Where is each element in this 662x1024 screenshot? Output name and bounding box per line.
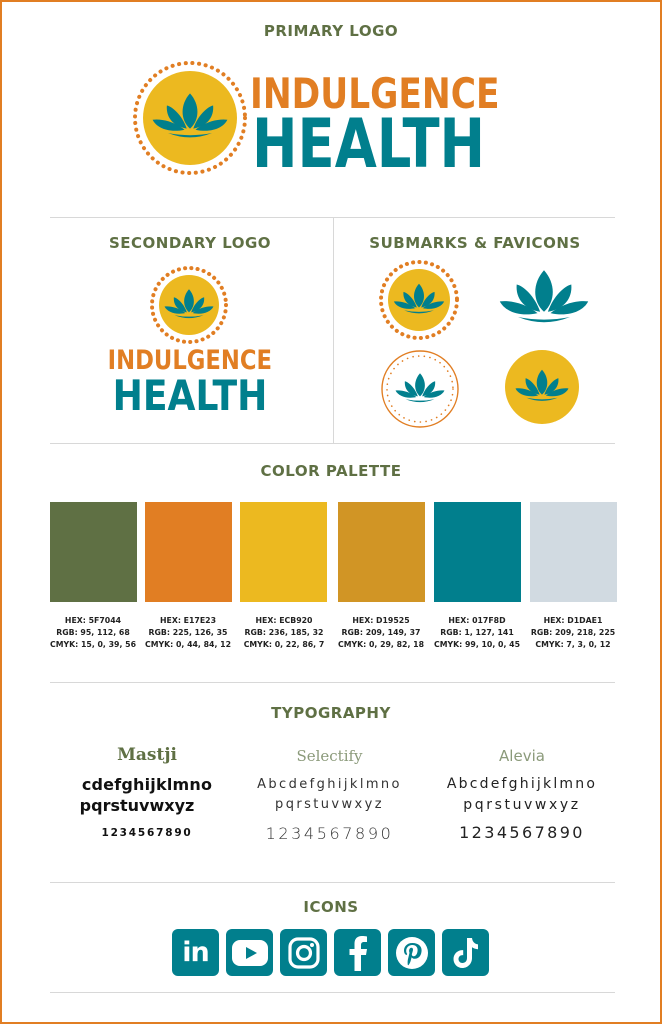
rgb-value: RGB: 209, 149, 37 <box>341 628 421 637</box>
divider <box>50 682 615 683</box>
swatch-info <box>422 615 532 651</box>
cmyk-value: CMYK: 0, 22, 86, 7 <box>243 640 325 649</box>
font-sample-lower2: pqrstuvwxyz <box>463 797 581 813</box>
submark-emblem-full <box>379 260 459 340</box>
cmyk-value: CMYK: 7, 3, 0, 12 <box>535 640 611 649</box>
pinterest-icon[interactable] <box>388 929 435 976</box>
cmyk-value: CMYK: 15, 0, 39, 56 <box>49 640 136 649</box>
linkedin-letters: in <box>182 937 209 968</box>
swatch-info <box>229 615 339 651</box>
favicon-circle <box>504 349 580 425</box>
social-icons-row <box>172 929 489 976</box>
rgb-value: RGB: 1, 127, 141 <box>440 628 514 637</box>
primary-logo-line2: HEALTH <box>252 105 486 184</box>
divider <box>50 992 615 993</box>
rgb-value: RGB: 236, 185, 32 <box>244 628 324 637</box>
swatch <box>530 502 617 602</box>
font-sample-digits: 1234567890 <box>101 827 193 839</box>
font-sample-lower1: Abcdefghijklmno <box>257 777 402 792</box>
divider <box>50 882 615 883</box>
color-palette-title: COLOR PALETTE <box>260 462 402 480</box>
hex-value: HEX: 5F7044 <box>64 616 122 625</box>
divider <box>50 443 615 444</box>
submark-lotus <box>498 266 590 334</box>
divider-vertical <box>333 218 334 443</box>
font-name-alevia: Alevia <box>499 747 545 765</box>
hex-value: HEX: E17E23 <box>159 616 217 625</box>
secondary-logo-title: SECONDARY LOGO <box>108 234 272 252</box>
rgb-value: RGB: 95, 112, 68 <box>56 628 130 637</box>
cmyk-value: CMYK: 99, 10, 0, 45 <box>433 640 520 649</box>
swatch-info <box>133 615 243 651</box>
submark-outline <box>380 349 460 429</box>
hex-value: HEX: D19525 <box>352 616 410 625</box>
typography-title: TYPOGRAPHY <box>271 704 391 722</box>
swatch <box>240 502 327 602</box>
hex-value: HEX: ECB920 <box>255 616 313 625</box>
font-sample-digits: 1234567890 <box>265 824 394 843</box>
font-sample-lower1: Abcdefghijklmno <box>446 776 598 792</box>
swatch-info <box>518 615 628 651</box>
icons-title: ICONS <box>303 898 359 916</box>
font-name-selectify: Selectify <box>296 747 363 765</box>
linkedin-icon[interactable] <box>172 929 219 976</box>
facebook-icon[interactable] <box>334 929 381 976</box>
swatch-info <box>38 615 148 651</box>
swatch <box>434 502 521 602</box>
secondary-logo-line2: HEALTH <box>112 371 268 420</box>
hex-value: HEX: D1DAE1 <box>543 616 603 625</box>
font-sample-lower1: cdefghijklmno <box>81 775 213 794</box>
font-name-mastji: Mastji <box>117 745 177 765</box>
tiktok-icon[interactable] <box>442 929 489 976</box>
primary-logo-line1: INDULGENCE <box>250 69 500 118</box>
primary-logo-title: PRIMARY LOGO <box>263 22 399 40</box>
secondary-logo-line1: INDULGENCE <box>107 345 273 376</box>
font-sample-lower2: pqrstuvwxyz <box>79 796 195 815</box>
swatch <box>145 502 232 602</box>
font-sample-digits: 1234567890 <box>459 823 585 842</box>
submarks-title: SUBMARKS & FAVICONS <box>369 234 581 252</box>
cmyk-value: CMYK: 0, 29, 82, 18 <box>337 640 424 649</box>
secondary-logo-emblem <box>150 266 228 344</box>
font-sample-lower2: pqrstuvwxyz <box>275 797 384 812</box>
rgb-value: RGB: 225, 126, 35 <box>148 628 228 637</box>
rgb-value: RGB: 209, 218, 225 <box>530 628 616 637</box>
swatch-info <box>326 615 436 651</box>
primary-logo-emblem <box>132 60 248 176</box>
youtube-icon[interactable] <box>226 929 273 976</box>
cmyk-value: CMYK: 0, 44, 84, 12 <box>144 640 231 649</box>
hex-value: HEX: 017F8D <box>448 616 506 625</box>
instagram-icon[interactable] <box>280 929 327 976</box>
swatch <box>50 502 137 602</box>
swatch <box>338 502 425 602</box>
